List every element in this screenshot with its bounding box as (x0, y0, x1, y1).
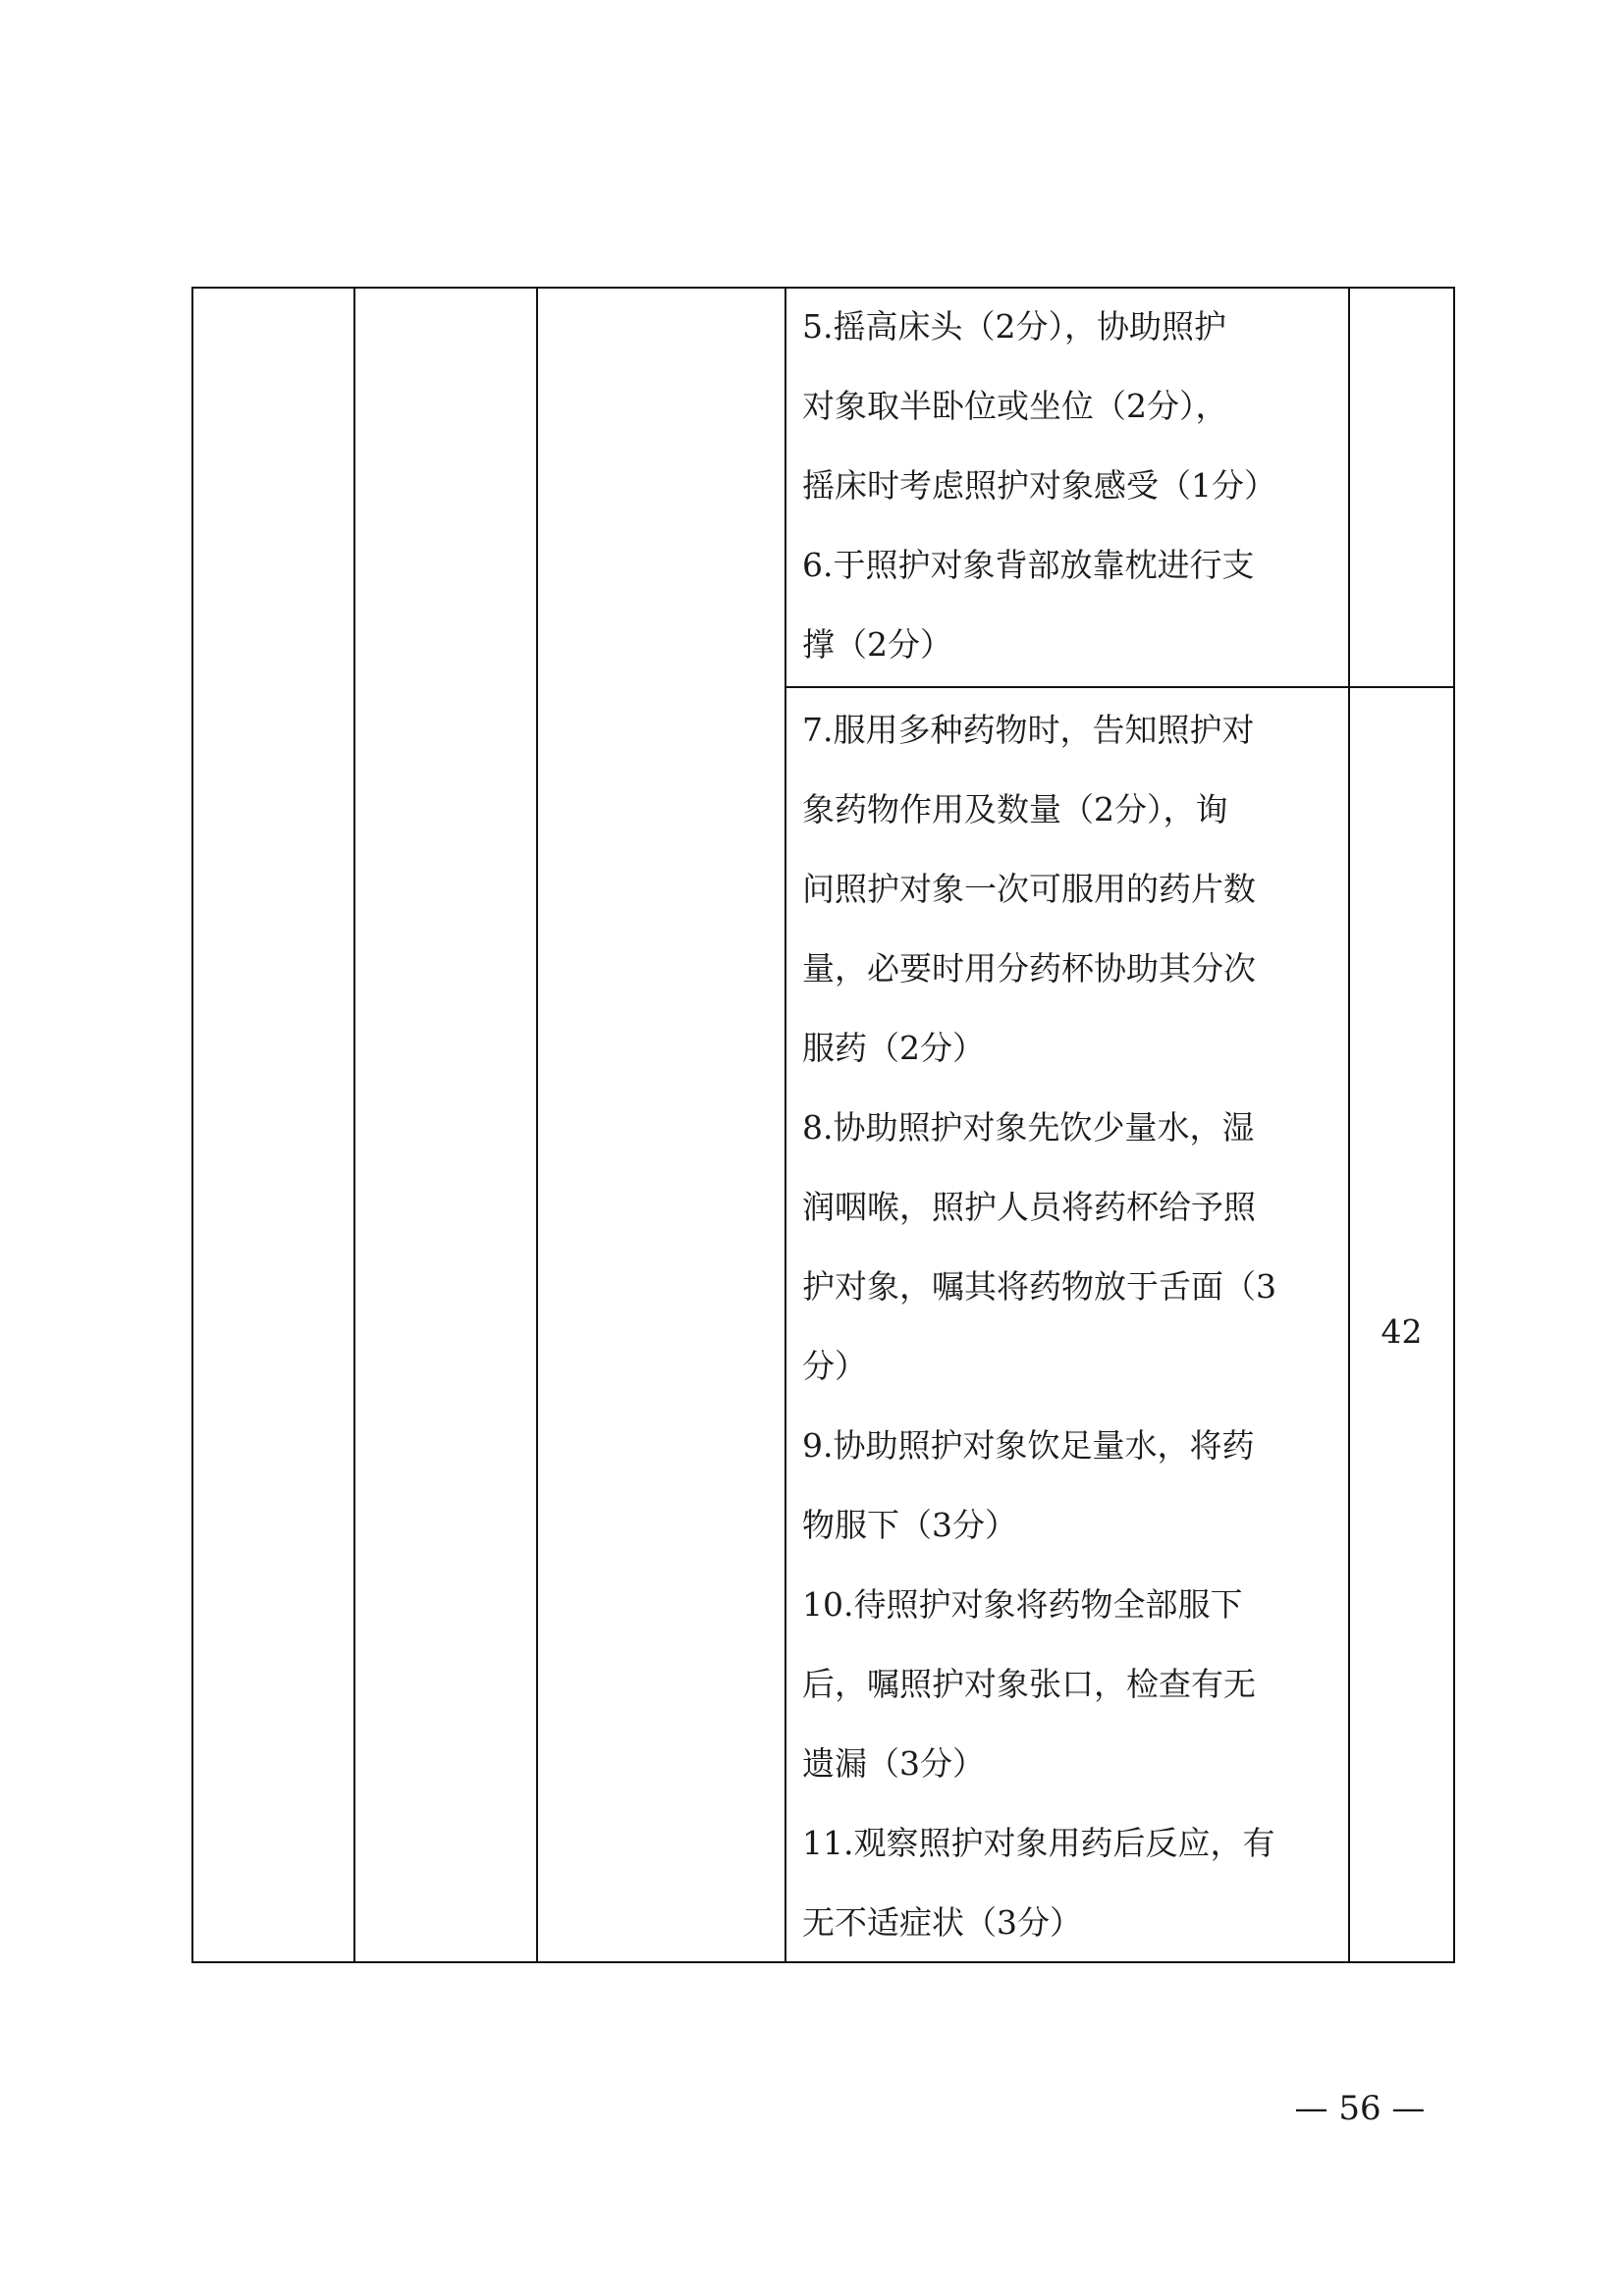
content-line: 对象取半卧位或坐位（2分）， (802, 387, 1228, 425)
upper-score-cell (1350, 289, 1453, 686)
content-line: 8.协助照护对象先饮少量水，湿 (802, 1108, 1255, 1147)
upper-content-cell (802, 287, 1348, 684)
column-divider (785, 289, 786, 1961)
content-line: 无不适症状（3分） (802, 1903, 1082, 1942)
content-line: 象药物作用及数量（2分），询 (802, 790, 1228, 828)
column-divider (536, 289, 538, 1961)
page-number: — 56 — (1294, 2089, 1426, 2128)
column-divider (353, 289, 355, 1961)
content-line: 护对象，嘱其将药物放于舌面（3 (802, 1267, 1276, 1306)
lower-content-cell (802, 690, 1348, 1962)
content-line: 润咽喉，照护人员将药杯给予照 (802, 1188, 1256, 1226)
content-line: 9.协助照护对象饮足量水，将药 (802, 1426, 1255, 1465)
content-line: 撑（2分） (802, 625, 952, 664)
content-line: 7.服用多种药物时，告知照护对 (802, 711, 1255, 749)
content-line: 服药（2分） (802, 1029, 985, 1067)
score-value: 42 (1380, 1312, 1423, 1351)
content-line: 6.于照护对象背部放靠枕进行支 (802, 546, 1255, 584)
content-line: 分） (802, 1347, 867, 1385)
content-line: 5.摇高床头（2分），协助照护 (802, 307, 1226, 346)
content-line: 遗漏（3分） (802, 1744, 985, 1783)
content-line: 后，嘱照护对象张口，检查有无 (802, 1665, 1256, 1703)
content-line: 问照护对象一次可服用的药片数 (802, 870, 1256, 908)
content-line: 摇床时考虑照护对象感受（1分） (802, 466, 1276, 505)
content-line: 10.待照护对象将药物全部服下 (802, 1585, 1243, 1624)
scoring-table (191, 287, 1455, 1963)
row-divider (785, 686, 1453, 688)
content-line: 量，必要时用分药杯协助其分次 (802, 949, 1256, 988)
content-line: 11.观察照护对象用药后反应，有 (802, 1824, 1275, 1862)
content-line: 物服下（3分） (802, 1506, 1017, 1544)
